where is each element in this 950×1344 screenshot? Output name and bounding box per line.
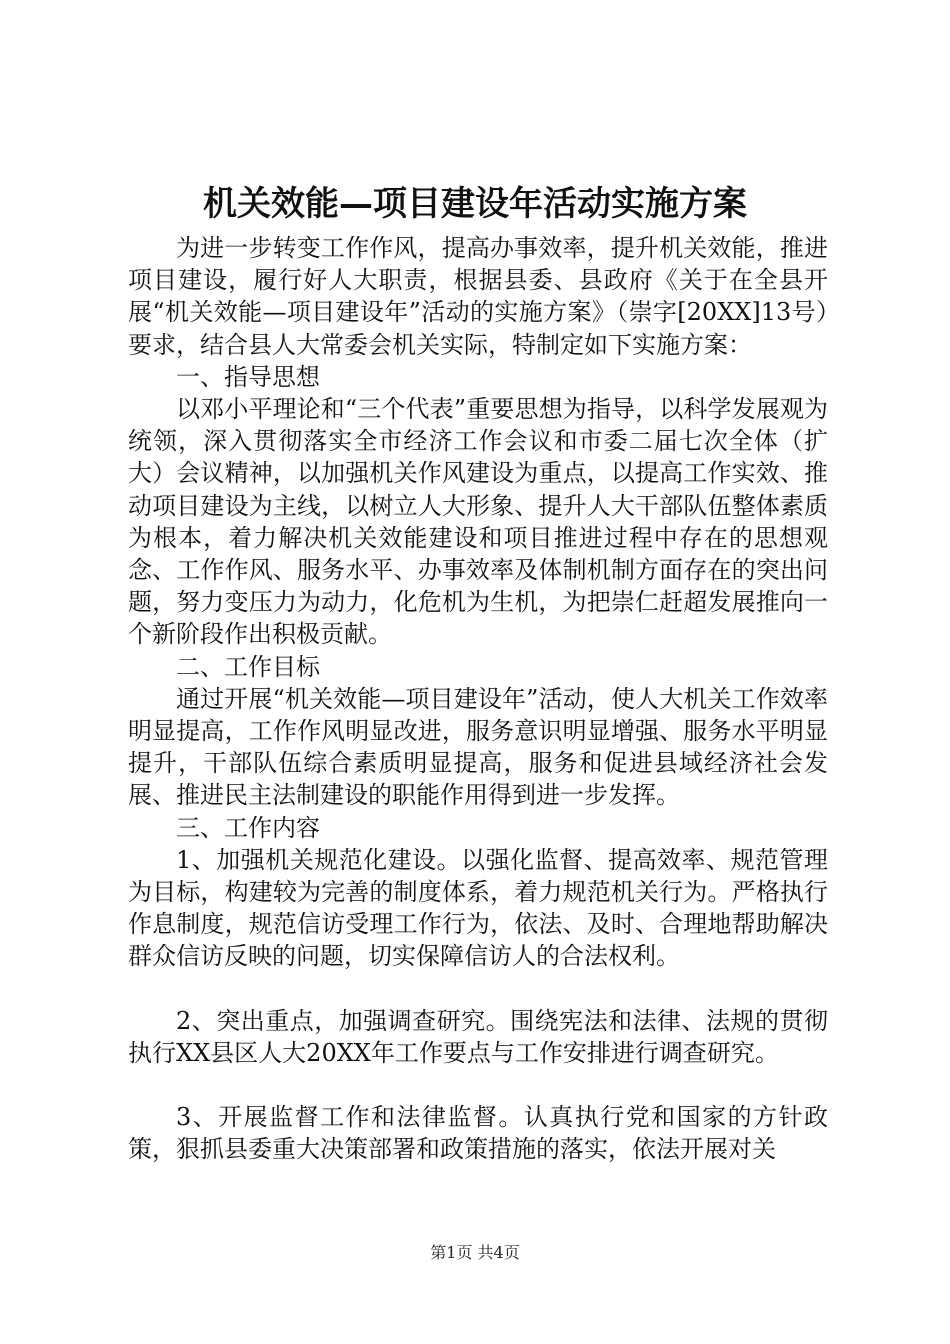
document-body (128, 232, 828, 1165)
section-heading-work-goals: 二、工作目标 (176, 652, 320, 681)
document-title: 机关效能—项目建设年活动实施方案 (203, 184, 747, 224)
page-number-footer: 第1页 共4页 (430, 1243, 520, 1262)
section-heading-work-content: 三、工作内容 (176, 813, 320, 842)
work-content-item-2: 2、突出重点，加强调查研究。围绕宪法和法律、法规的贯彻执行XX县区人大20XX年工作要点与工作安排进行调查研究。 (128, 1006, 828, 1067)
guiding-ideology-paragraph: 以邓小平理论和“三个代表”重要思想为指导，以科学发展观为统领，深入贯彻落实全市经济工作会议和市委二届七次全体（扩大）会议精神，以加强机关作风建设为重点，以提高工作实效、推动项目建设为主线，以树立人大形象、提升人大干部队伍整体素质为根本，着力解决机关效能建设和项目推进过程中存在的思想观念、工作作风、服务水平、办事效率及体制机制方面存在的突出问题，努力变压力为动力，化危机为生机，为把崇仁赶超发展推向一个新阶段作出积极贡献。 (128, 395, 828, 649)
section-heading-guiding-ideology: 一、指导思想 (176, 362, 320, 391)
intro-paragraph: 为进一步转变工作作风，提高办事效率，提升机关效能，推进项目建设，履行好人大职责，根据县委、县政府《关于在全县开展“机关效能—项目建设年”活动的实施方案》（崇字[20XX]13号）要求，结合县人大常委会机关实际，特制定如下实施方案： (128, 234, 828, 359)
work-content-item-1: 1、加强机关规范化建设。以强化监督、提高效率、规范管理为目标，构建较为完善的制度体系，着力规范机关行为。严格执行作息制度，规范信访受理工作行为，依法、及时、合理地帮助解决群众信访反映的问题，切实保障信访人的合法权利。 (128, 845, 828, 971)
work-goals-paragraph: 通过开展“机关效能—项目建设年”活动，使人大机关工作效率明显提高，工作作风明显改进，服务意识明显增强、服务水平明显提升，干部队伍综合素质明显提高，服务和促进县域经济社会发展、推进民主法制建设的职能作用得到进一步发挥。 (128, 684, 828, 810)
work-content-item-3: 3、开展监督工作和法律监督。认真执行党和国家的方针政策，狠抓县委重大决策部署和政策措施的落实，依法开展对关 (128, 1103, 828, 1164)
